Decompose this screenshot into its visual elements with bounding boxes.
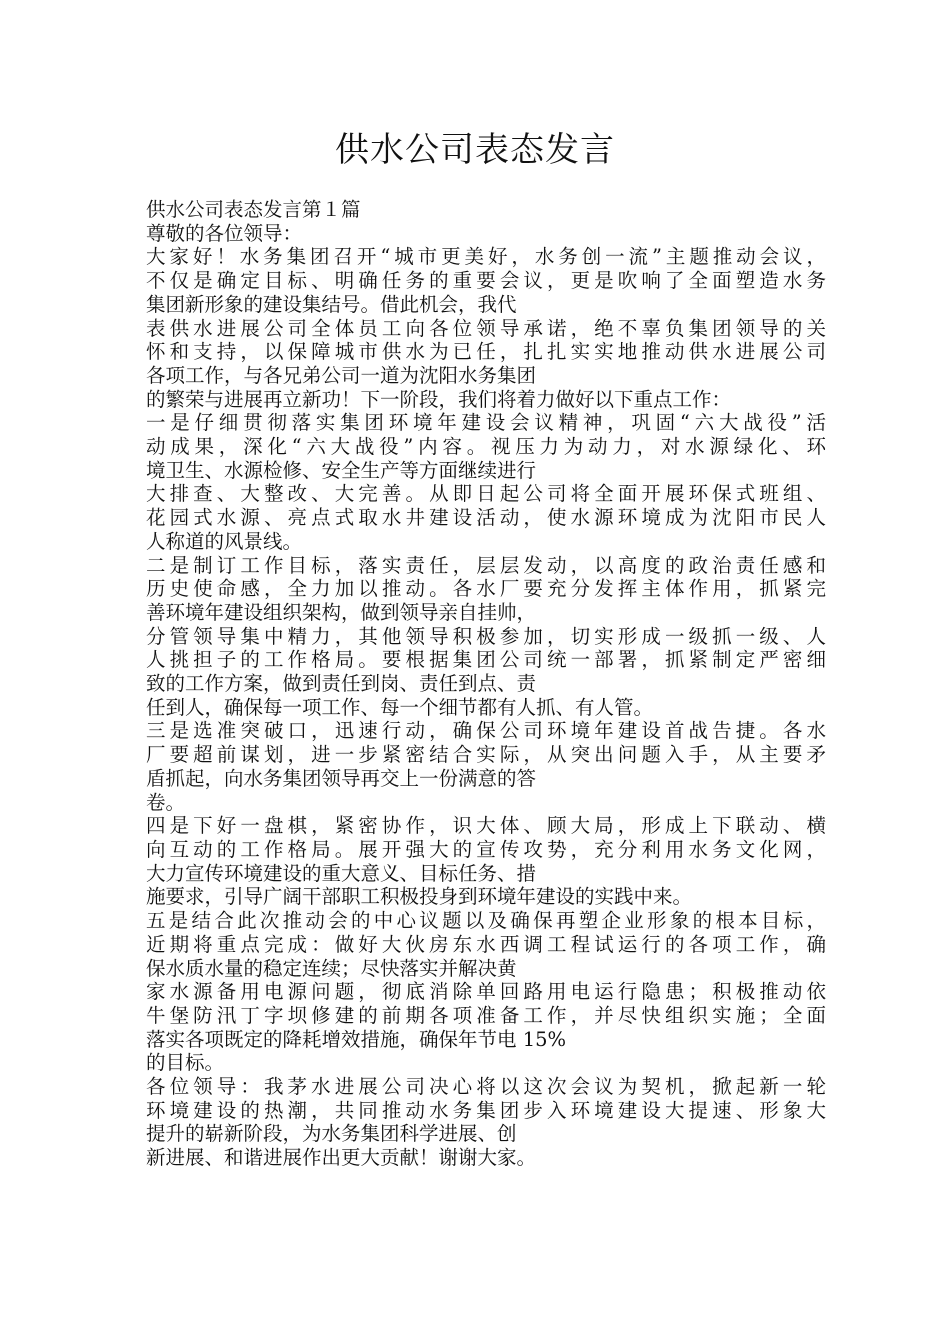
text-line: 提升的崭新阶段，为水务集团科学进展、创 — [146, 1122, 517, 1146]
text-line: 不仅是确定目标、明确任务的重要会议，更是吹响了全面塑造水务 — [146, 269, 826, 293]
text-line: 的繁荣与进展再立新功！下一阶段，我们将着力做好以下重点工作： — [146, 387, 732, 411]
text-line: 五是结合此次推动会的中心议题以及确保再塑企业形象的根本目标， — [146, 909, 826, 933]
text-line: 境卫生、水源检修、安全生产等方面继续进行 — [146, 458, 537, 482]
text-line: 保水质水量的稳定连续；尽快落实并解决黄 — [146, 956, 517, 980]
document-body — [146, 198, 826, 1170]
text-line: 二是制订工作目标，落实责任，层层发动，以高度的政治责任感和 — [146, 553, 826, 577]
text-line: 环境建设的热潮，共同推动水务集团步入环境建设大提速、形象大 — [146, 1098, 826, 1122]
text-line: 花园式水源、亮点式取水井建设活动，使水源环境成为沈阳市民人 — [146, 506, 826, 530]
text-line: 人挑担子的工作格局。要根据集团公司统一部署，抓紧制定严密细 — [146, 648, 826, 672]
text-line: 历史使命感，全力加以推动。各水厂要充分发挥主体作用，抓紧完 — [146, 577, 826, 601]
text-line: 盾抓起，向水务集团领导再交上一份满意的答 — [146, 766, 537, 790]
text-line: 牛堡防汛丁字坝修建的前期各项准备工作，并尽快组织实施；全面 — [146, 1003, 826, 1027]
text-line: 的目标。 — [146, 1051, 225, 1075]
text-line: 任到人，确保每一项工作、每一个细节都有人抓、有人管。 — [146, 695, 654, 719]
text-line: 集团新形象的建设集结号。借此机会，我代 — [146, 292, 517, 316]
text-line: 近期将重点完成：做好大伙房东水西调工程试运行的各项工作，确 — [146, 932, 826, 956]
text-line: 致的工作方案，做到责任到岗、责任到点、责 — [146, 672, 537, 696]
document-title: 供水公司表态发言 — [335, 130, 615, 170]
text-line: 家水源备用电源问题，彻底消除单回路用电运行隐患；积极推动依 — [146, 980, 826, 1004]
text-line: 动成果，深化“六大战役”内容。视压力为动力，对水源绿化、环 — [146, 435, 826, 459]
text-line: 一是仔细贯彻落实集团环境年建设会议精神，巩固“六大战役”活 — [146, 411, 826, 435]
text-line: 人称道的风景线。 — [146, 529, 303, 553]
text-line: 新进展、和谐进展作出更大贡献！谢谢大家。 — [146, 1146, 537, 1170]
text-line: 各项工作，与各兄弟公司一道为沈阳水务集团 — [146, 363, 537, 387]
text-line: 卷。 — [146, 790, 186, 814]
text-line: 善环境年建设组织架构，做到领导亲自挂帅， — [146, 600, 537, 624]
text-line: 大力宣传环境建设的重大意义、目标任务、措 — [146, 861, 537, 885]
text-line: 表供水进展公司全体员工向各位领导承诺，绝不辜负集团领导的关 — [146, 316, 826, 340]
text-line: 厂要超前谋划，进一步紧密结合实际，从突出问题入手，从主要矛 — [146, 743, 826, 767]
text-line: 各位领导：我茅水进展公司决心将以这次会议为契机，掀起新一轮 — [146, 1075, 826, 1099]
text-line: 怀和支持，以保障城市供水为已任，扎扎实实地推动供水进展公司 — [146, 340, 826, 364]
text-line: 落实各项既定的降耗增效措施，确保年节电 15% — [146, 1027, 567, 1051]
text-line: 三是选准突破口，迅速行动，确保公司环境年建设首战告捷。各水 — [146, 719, 826, 743]
text-line: 大排查、大整改、大完善。从即日起公司将全面开展环保式班组、 — [146, 482, 826, 506]
text-line: 大家好！水务集团召开“城市更美好，水务创一流”主题推动会议， — [146, 245, 826, 269]
text-line: 四是下好一盘棋，紧密协作，识大体、顾大局，形成上下联动、横 — [146, 814, 826, 838]
text-line: 施要求，引导广阔干部职工积极投身到环境年建设的实践中来。 — [146, 885, 693, 909]
text-line: 尊敬的各位领导： — [146, 221, 303, 245]
text-line: 供水公司表态发言第１篇 — [146, 198, 361, 221]
text-line: 向互动的工作格局。展开强大的宣传攻势，充分利用水务文化网， — [146, 837, 826, 861]
text-line: 分管领导集中精力，其他领导积极参加，切实形成一级抓一级、人 — [146, 624, 826, 648]
